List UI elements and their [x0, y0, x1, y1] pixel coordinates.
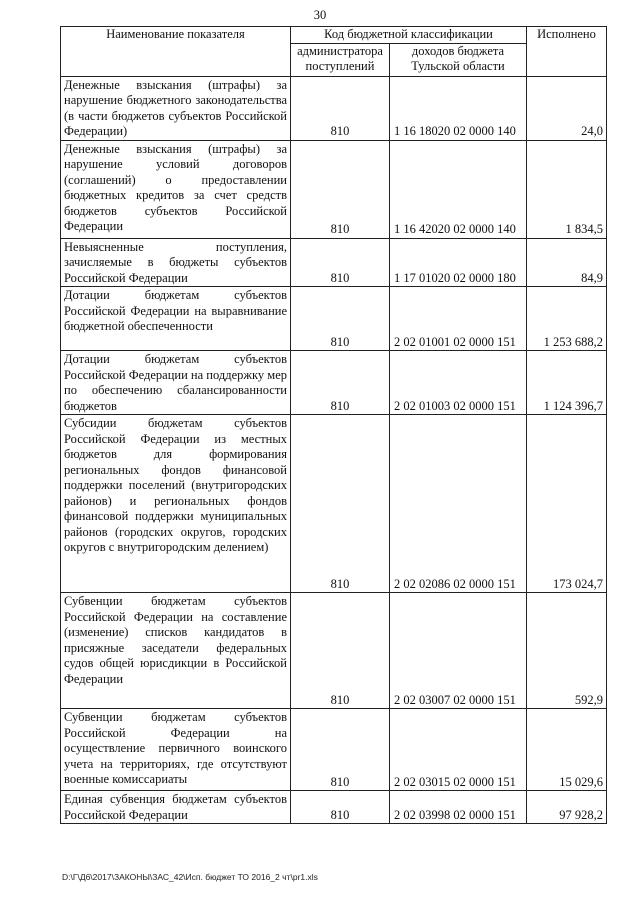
header-classification: Код бюджетной классификации [291, 27, 527, 44]
row-name: Дотации бюджетам субъектов Российской Федерации на выравнивание бюджетной обеспеченности [61, 287, 291, 351]
table-row [61, 791, 607, 824]
row-amount: 1 124 396,7 [527, 351, 607, 415]
row-name: Субвенции бюджетам субъектов Российской Федерации на осуществление первичного воинского учета на территориях, где отсутствуют военные комиссариаты [61, 709, 291, 791]
row-admin-code: 810 [291, 76, 390, 140]
table-row [61, 351, 607, 415]
row-income-code: 1 16 18020 02 0000 140 [390, 76, 527, 140]
row-amount: 173 024,7 [527, 415, 607, 593]
row-admin-code: 810 [291, 287, 390, 351]
row-name: Субсидии бюджетам субъектов Российской Федерации из местных бюджетов для формирования региональных фондов финансовой поддержки поселений (внутригородских районов) и региональных фондов финансовой поддержки муниципальных районов (городских округов, городских округов с внутригородским делением) [61, 415, 291, 593]
page-number: 30 [313, 8, 327, 22]
row-amount: 84,9 [527, 238, 607, 287]
row-admin-code: 810 [291, 415, 390, 593]
table-body [61, 76, 607, 824]
row-admin-code: 810 [291, 593, 390, 709]
row-income-code: 2 02 03998 02 0000 151 [390, 791, 527, 824]
row-amount: 24,0 [527, 76, 607, 140]
header-name: Наименование показателя [61, 27, 291, 77]
file-path-footer: D:\Г\Д6\2017\ЗАКОНЫ\ЗАС_42\Исп. бюджет ТО 2016_2 чт\pr1.xls [62, 872, 318, 882]
row-admin-code: 810 [291, 709, 390, 791]
row-name: Невыясненные поступления, зачисляемые в бюджеты субъектов Российской Федерации [61, 238, 291, 287]
row-income-code: 1 16 42020 02 0000 140 [390, 140, 527, 238]
table-row [61, 287, 607, 351]
row-name: Единая субвенция бюджетам субъектов Российской Федерации [61, 791, 291, 824]
header-income: доходов бюджета Тульской области [390, 43, 527, 76]
row-admin-code: 810 [291, 351, 390, 415]
row-admin-code: 810 [291, 238, 390, 287]
row-admin-code: 810 [291, 140, 390, 238]
budget-table [60, 26, 607, 824]
row-amount: 592,9 [527, 593, 607, 709]
table-row [61, 709, 607, 791]
row-name: Дотации бюджетам субъектов Российской Федерации на поддержку мер по обеспечению сбалансированности бюджетов [61, 351, 291, 415]
header-admin: администратора поступлений [291, 43, 390, 76]
row-amount: 97 928,2 [527, 791, 607, 824]
table-header [61, 27, 607, 77]
row-name: Субвенции бюджетам субъектов Российской Федерации на составление (изменение) списков кандидатов в присяжные заседатели федеральных судов общей юрисдикции в Российской Федерации [61, 593, 291, 709]
row-name: Денежные взыскания (штрафы) за нарушение бюджетного законодательства (в части бюджетов субъектов Российской Федерации) [61, 76, 291, 140]
row-amount: 1 834,5 [527, 140, 607, 238]
table-row [61, 593, 607, 709]
row-admin-code: 810 [291, 791, 390, 824]
row-income-code: 2 02 03015 02 0000 151 [390, 709, 527, 791]
header-executed: Исполнено [527, 27, 607, 77]
row-income-code: 1 17 01020 02 0000 180 [390, 238, 527, 287]
row-amount: 1 253 688,2 [527, 287, 607, 351]
table-row [61, 238, 607, 287]
row-name: Денежные взыскания (штрафы) за нарушение условий договоров (соглашений) о предоставлении бюджетных кредитов за счет средств бюджетов субъектов Российской Федерации [61, 140, 291, 238]
table-row [61, 76, 607, 140]
row-income-code: 2 02 02086 02 0000 151 [390, 415, 527, 593]
row-amount: 15 029,6 [527, 709, 607, 791]
row-income-code: 2 02 01003 02 0000 151 [390, 351, 527, 415]
table-row [61, 415, 607, 593]
row-income-code: 2 02 03007 02 0000 151 [390, 593, 527, 709]
row-income-code: 2 02 01001 02 0000 151 [390, 287, 527, 351]
table-row [61, 140, 607, 238]
